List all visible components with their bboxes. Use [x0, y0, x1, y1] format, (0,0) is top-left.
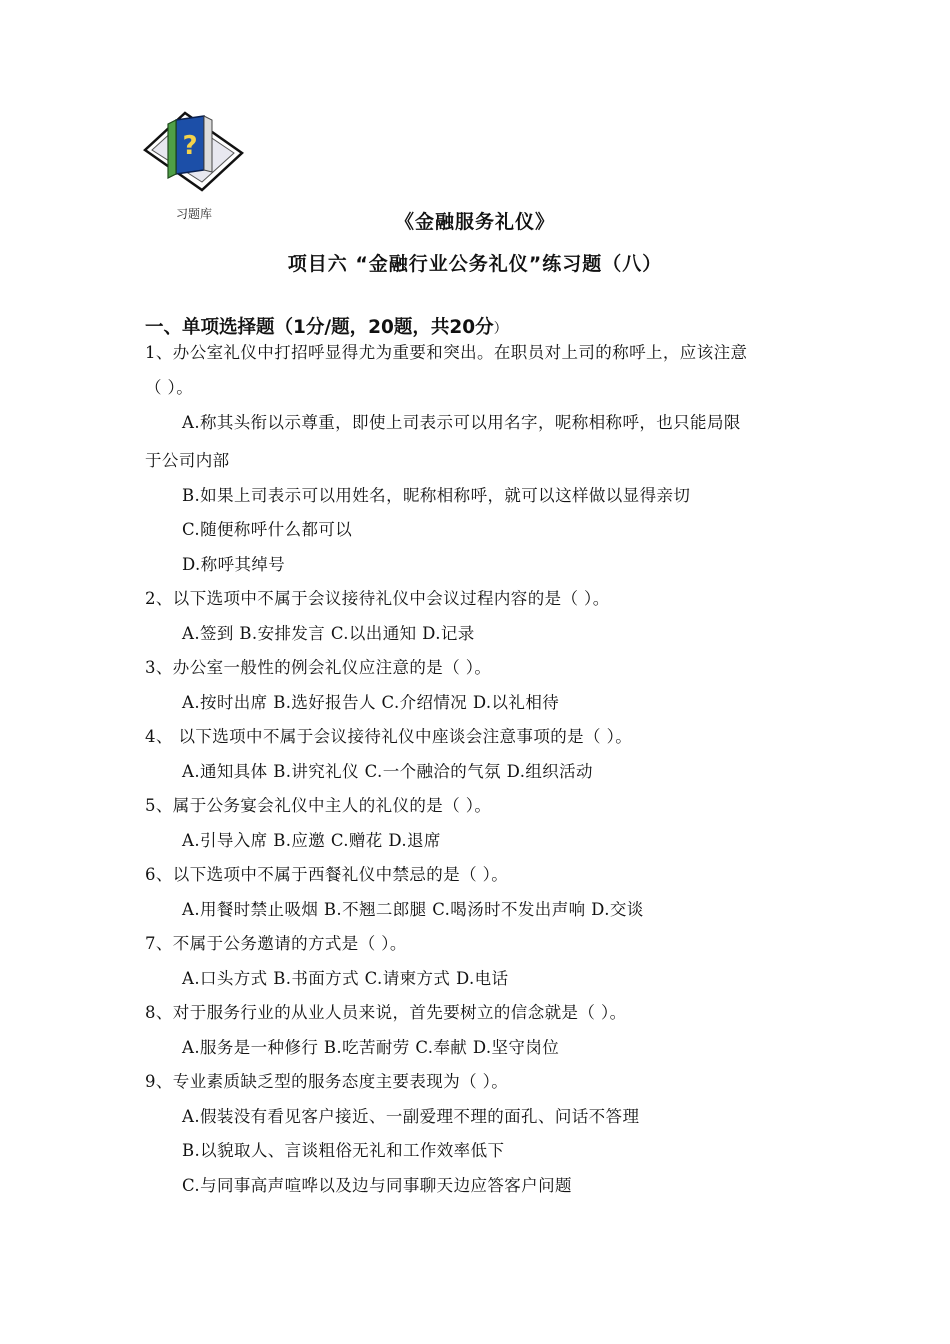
svg-text:?: ? [182, 131, 198, 161]
question-5: 5、属于公务宴会礼仪中主人的礼仪的是（ ）。 [145, 796, 492, 815]
option-line: A.假装没有看见客户接近、一副爱理不理的面孔、问话不答理 [182, 1107, 640, 1126]
document-title: 《金融服务礼仪》 [394, 211, 555, 233]
option-line: A.口头方式 B.书面方式 C.请柬方式 D.电话 [182, 969, 509, 988]
question-8: 8、对于服务行业的从业人员来说，首先要树立的信念就是（ ）。 [145, 1003, 627, 1022]
question-9: 9、专业素质缺乏型的服务态度主要表现为（ ）。 [145, 1072, 509, 1091]
option-line: D.称呼其绰号 [182, 555, 286, 574]
question-4: 4、 以下选项中不属于会议接待礼仪中座谈会注意事项的是（ ）。 [145, 727, 633, 746]
question-7: 7、不属于公务邀请的方式是（ ）。 [145, 934, 407, 953]
question-2: 2、以下选项中不属于会议接待礼仪中会议过程内容的是（ ）。 [145, 589, 610, 608]
option-line: A.通知具体 B.讲究礼仪 C.一个融洽的气氛 D.组织活动 [182, 762, 593, 781]
option-line: A.引导入席 B.应邀 C.赠花 D.退席 [182, 831, 441, 850]
option-line: B.以貌取人、言谈粗俗无礼和工作效率低下 [182, 1141, 505, 1160]
question-1: 1、办公室礼仪中打招呼显得尤为重要和突出。在职员对上司的称呼上，应该注意 [145, 343, 748, 362]
question-1-blank: （ ）。 [145, 378, 194, 397]
option-line: A.服务是一种修行 B.吃苦耐劳 C.奉献 D.坚守岗位 [182, 1038, 560, 1057]
option-line: C.与同事高声喧哗以及边与同事聊天边应答客户问题 [182, 1176, 572, 1195]
option-line: C.随便称呼什么都可以 [182, 520, 353, 539]
section-heading-text: 一、单项选择题（1分/题，20题，共20分 [145, 317, 494, 338]
question-6: 6、以下选项中不属于西餐礼仪中禁忌的是（ ）。 [145, 865, 509, 884]
option-line: A.签到 B.安排发言 C.以出通知 D.记录 [182, 624, 475, 643]
section-heading [145, 313, 508, 339]
section-heading-close: ） [493, 321, 508, 337]
option-line-wrap: 于公司内部 [145, 451, 230, 470]
option-line: B.如果上司表示可以用姓名，昵称相称呼，就可以这样做以显得亲切 [182, 486, 691, 505]
option-line: A.用餐时禁止吸烟 B.不翘二郎腿 C.喝汤时不发出声响 D.交谈 [182, 900, 644, 919]
document-subtitle: 项目六 “金融行业公务礼仪”练习题（八） [287, 253, 663, 275]
option-line: A.按时出席 B.选好报告人 C.介绍情况 D.以礼相待 [182, 693, 560, 712]
option-line: A.称其头衔以示尊重，即使上司表示可以用名字，呢称相称呼，也只能局限 [182, 413, 741, 432]
question-3: 3、办公室一般性的例会礼仪应注意的是（ ）。 [145, 658, 492, 677]
question-book-icon [140, 108, 250, 198]
logo-caption: 习题库 [176, 207, 213, 221]
